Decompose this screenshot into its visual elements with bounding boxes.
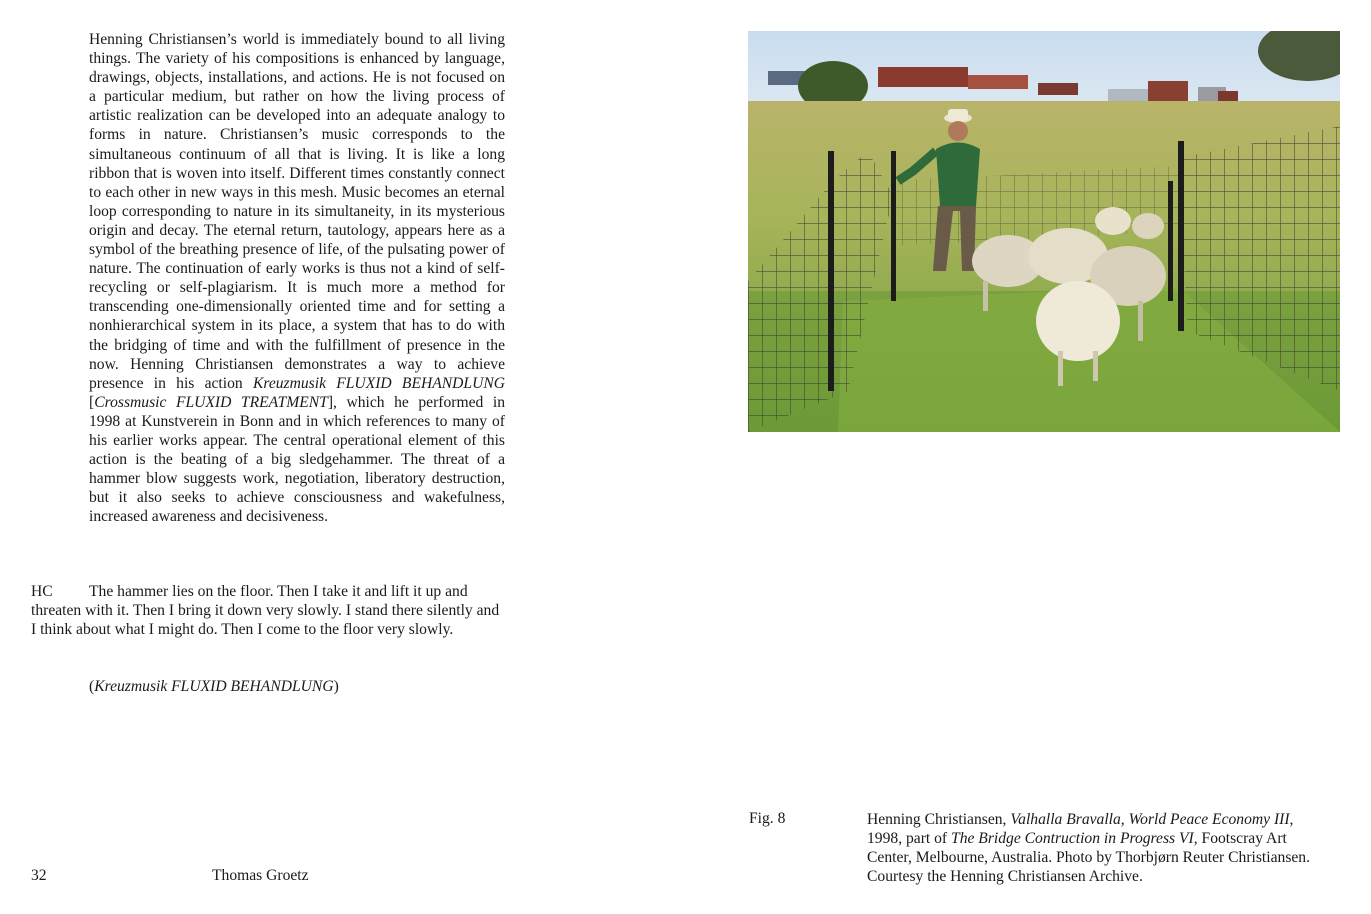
caption-work-title: Valhalla Bravalla, World Peace Economy III (1010, 811, 1290, 828)
figure-caption (867, 810, 1327, 886)
hc-quote-block (31, 582, 505, 639)
figure-label: Fig. 8 (749, 810, 786, 827)
paragraph-text-2: [ (89, 393, 95, 411)
paragraph-text-1: Henning Christiansen’s world is immediately bound to all living things. The variety of his compositions is enhanced by language, drawings, objects, installations, and actions. He is not focused on a particular medium, but rather on how the living process of artistic realization can be developed into an adequate analogy to forms in nature. Christiansen’s music corresponds to the simultaneous continuum of all that is living. It is like a long ribbon that is woven into itself. Different times constantly connect to each other in new ways in this mesh. Music becomes an eternal loop corresponding to nature in its simultaneity, in its mysterious origin and decay. The eternal return, tautology, appears here as a symbol of the breathing presence of life, of the pulsating power of nature. The continuation of early works is thus not a kind of self-recycling or self-plagiarism. It is much more a method for transcending one-dimensionally oriented time and for setting a nonhierarchical system in its place, a system that has to do with the bridging of time and with the fulfillment of presence in the now. Henning Christiansen demonstrates a way to achieve presence in his action (89, 31, 505, 392)
paragraph-translation-italic: Crossmusic FLUXID TREATMENT (94, 393, 328, 411)
speaker-label: HC (31, 583, 53, 600)
caption-text-3: , Footscray Art Center, Melbourne, Australia. Photo by Thorbjørn Reuter Christiansen. Courtesy the Henning Christiansen Archive. (867, 830, 1311, 886)
running-footer-author: Thomas Groetz (212, 867, 309, 884)
quote-source-title: Kreuzmusik FLUXID BEHANDLUNG (94, 678, 334, 695)
caption-text-2: , 1998, part of (867, 811, 1294, 848)
quote-source (89, 677, 339, 696)
quote-open: ( (89, 678, 95, 695)
paragraph-text-3: ], which he performed in 1998 at Kunstverein in Bonn and in which references to many of his earlier works appear. The central operational element of this action is the beating of a big sledgehammer. The threat of a hammer blow suggests work, negotiation, liberatory destruction, but it also seeks to achieve consciousness and wakefulness, increased awareness and decisiveness. (89, 393, 505, 526)
photo-illustration (748, 31, 1340, 432)
body-paragraph (89, 30, 505, 526)
caption-text-1: Henning Christiansen, (867, 811, 1011, 828)
figure-photo (748, 31, 1340, 432)
quote-close: ) (333, 678, 339, 695)
speaker-quote: The hammer lies on the floor. Then I take it and lift it up and threaten with it. Then I bring it down very slowly. I stand there silently and I think about what I might do. Then I come to the floor very slowly. (31, 583, 500, 639)
caption-series-title: The Bridge Contruction in Progress VI (951, 830, 1194, 848)
page-number: 32 (31, 867, 47, 884)
paragraph-title-italic: Kreuzmusik FLUXID BEHANDLUNG (252, 374, 506, 392)
